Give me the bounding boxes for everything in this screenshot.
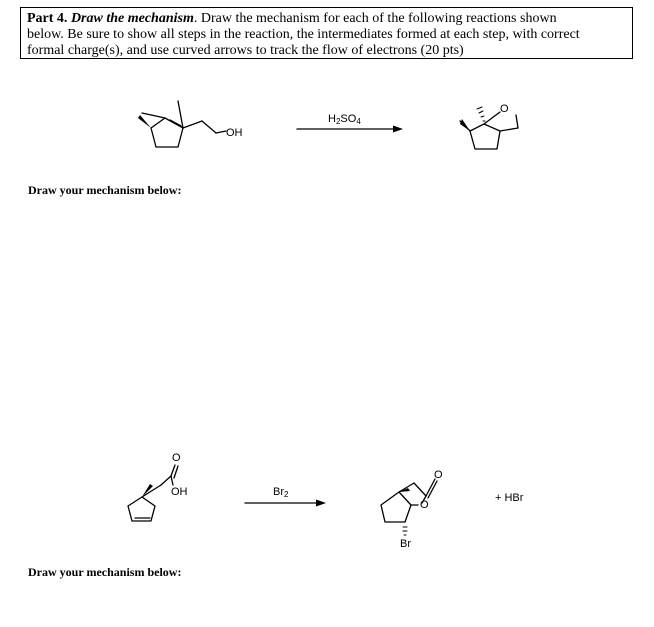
product2-cyclopentane: [381, 492, 411, 522]
reaction2-carbonyl-o: O: [172, 452, 181, 464]
hashed-bond-1: [477, 107, 485, 121]
part-title: Draw the mechanism: [70, 11, 194, 26]
reaction2-product-br: Br: [400, 538, 411, 550]
draw-mechanism-label-1: Draw your mechanism below:: [28, 183, 182, 197]
part-label: Part 4.: [27, 11, 68, 26]
instructions-line-3: formal charge(s), and use curved arrows to track the flow of electrons (20 pts): [27, 43, 464, 58]
reaction2-oh-label: OH: [171, 486, 188, 498]
instructions-line-2: below. Be sure to show all steps in the reaction, the intermediates formed at each step, with correct: [27, 27, 580, 42]
wedge-bond-1: [138, 115, 151, 128]
reaction2-product-ring-o: O: [420, 499, 429, 511]
instructions-text-1: . Draw the mechanism for each of the following reactions shown: [193, 11, 557, 26]
reaction1-ring-oxygen: O: [500, 103, 509, 115]
reaction2-byproduct: + HBr: [495, 492, 524, 504]
reaction2-product-carbonyl-o: O: [434, 469, 443, 481]
cyclopentane-ring-1: [151, 118, 183, 147]
reaction1-product: [460, 112, 518, 149]
reaction2-reagent: $Br_2$: [273, 486, 289, 499]
product1-cyclopentane: [470, 124, 500, 149]
reaction1-starting-material: [142, 101, 226, 147]
draw-mechanism-label-2: Draw your mechanism below:: [28, 565, 182, 579]
reaction1-reagent: $H_2SO_4$: [328, 113, 361, 126]
reaction1-oh-label: OH: [226, 127, 243, 139]
hashed-bond-2: [403, 527, 407, 535]
